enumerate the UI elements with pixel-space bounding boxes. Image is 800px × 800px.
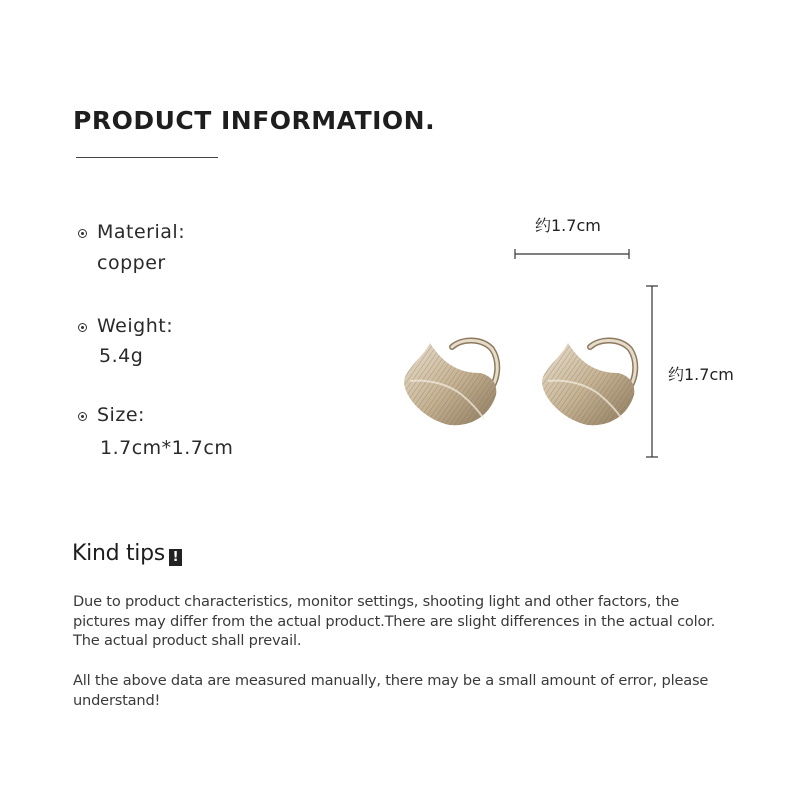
spec-label-material: Material: (97, 221, 186, 243)
spec-value-material: copper (97, 252, 166, 274)
kind-tips-title: Kind tips (72, 541, 165, 566)
kind-tips-paragraph-1: Due to product characteristics, monitor settings, shooting light and other factors, the pictures may differ from the actual product.There are slight differences in the actual color. The actual product shall prevail. (73, 593, 716, 649)
kind-tips-heading (72, 541, 182, 566)
width-dimension-label: 约1.7cm (535, 216, 601, 235)
spec-value-weight: 5.4g (99, 345, 144, 367)
height-dimension-label: 约1.7cm (668, 365, 734, 384)
spec-value-size: 1.7cm*1.7cm (100, 437, 234, 459)
earring-right-image (538, 335, 643, 430)
exclamation-icon: ! (169, 549, 182, 566)
kind-tips-paragraph-2: All the above data are measured manually, there may be a small amount of error, please understand! (73, 672, 709, 709)
earring-left-image (400, 335, 505, 430)
spec-label-size: Size: (97, 404, 145, 426)
page-title: PRODUCT INFORMATION. (73, 106, 436, 135)
spec-label-weight: Weight: (97, 315, 174, 337)
